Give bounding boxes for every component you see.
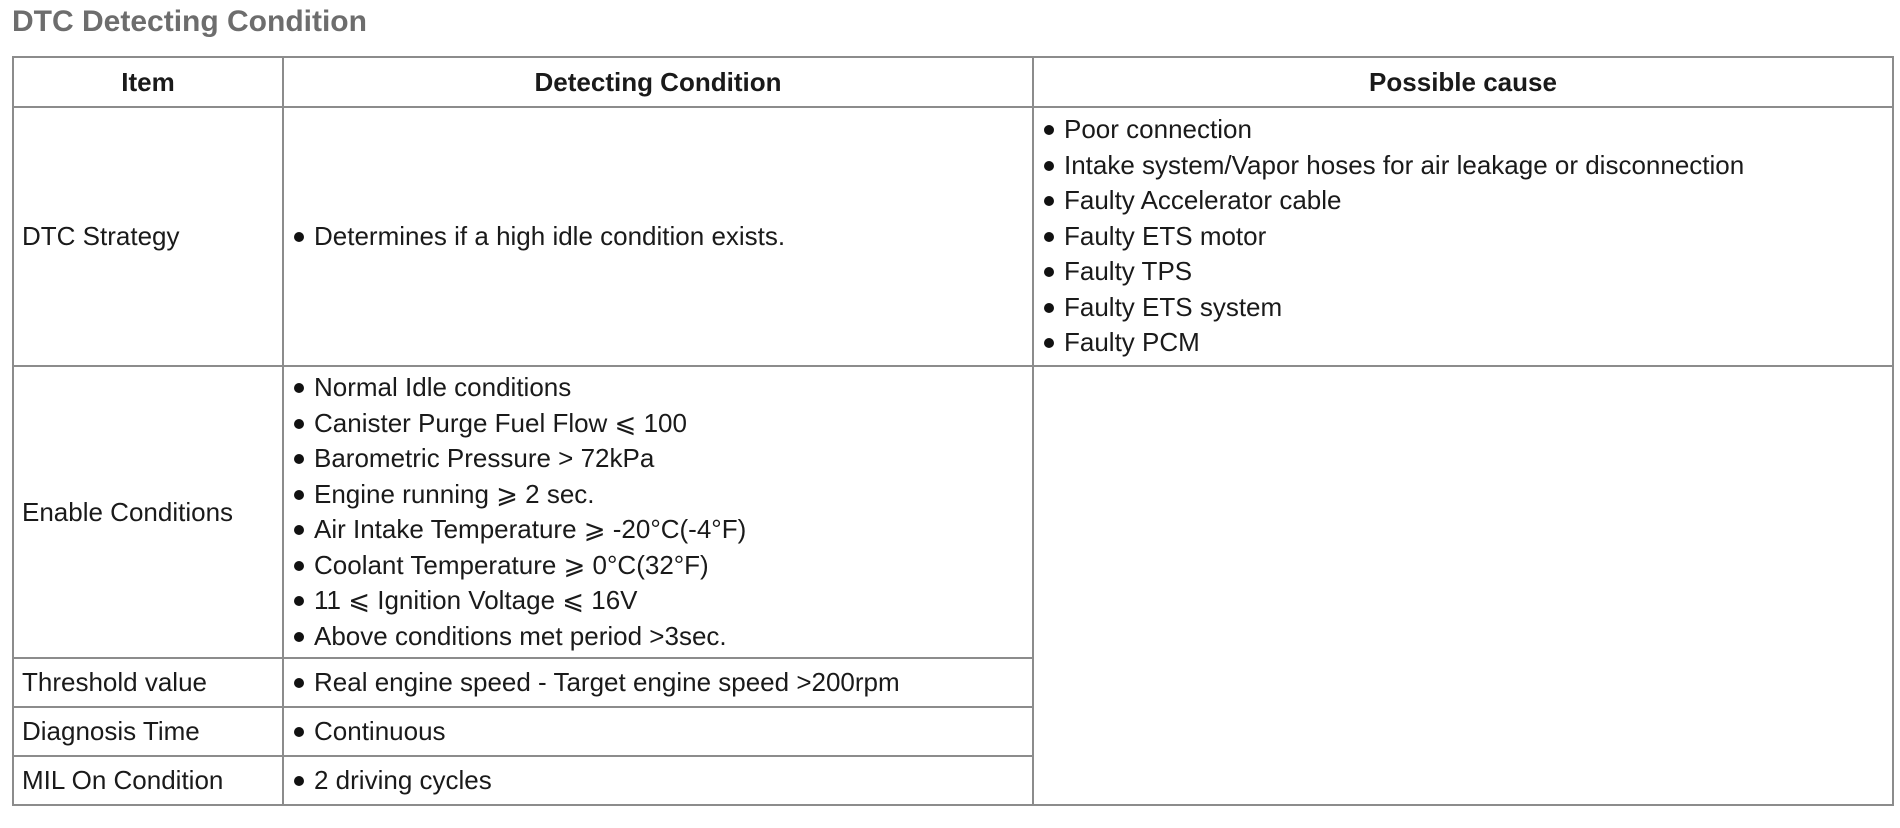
table-row xyxy=(13,366,1893,658)
item-cell: MIL On Condition xyxy=(13,756,283,805)
condition-cell xyxy=(283,756,1033,805)
condition-item: Barometric Pressure > 72kPa xyxy=(292,441,1024,477)
condition-item: Air Intake Temperature ⩾ -20°C(-4°F) xyxy=(292,512,1024,548)
condition-item: Real engine speed - Target engine speed >200rpm xyxy=(292,665,1024,701)
possible-cause-item: Faulty TPS xyxy=(1042,254,1884,290)
condition-list xyxy=(292,665,1024,701)
item-cell: Threshold value xyxy=(13,658,283,707)
condition-item: Coolant Temperature ⩾ 0°C(32°F) xyxy=(292,548,1024,584)
possible-cause-item: Faulty Accelerator cable xyxy=(1042,183,1884,219)
possible-cause-empty-cell xyxy=(1033,366,1893,805)
condition-item: 2 driving cycles xyxy=(292,763,1024,799)
possible-cause-list xyxy=(1042,112,1884,361)
header-detecting-condition: Detecting Condition xyxy=(283,57,1033,107)
condition-item: 11 ⩽ Ignition Voltage ⩽ 16V xyxy=(292,583,1024,619)
condition-list xyxy=(292,219,1024,255)
condition-item: Engine running ⩾ 2 sec. xyxy=(292,477,1024,513)
possible-cause-item: Poor connection xyxy=(1042,112,1884,148)
condition-cell xyxy=(283,707,1033,756)
possible-cause-item: Intake system/Vapor hoses for air leakage or disconnection xyxy=(1042,148,1884,184)
page-title: DTC Detecting Condition xyxy=(12,5,367,38)
condition-item: Canister Purge Fuel Flow ⩽ 100 xyxy=(292,406,1024,442)
possible-cause-cell xyxy=(1033,107,1893,366)
condition-item: Normal Idle conditions xyxy=(292,370,1024,406)
possible-cause-item: Faulty ETS motor xyxy=(1042,219,1884,255)
condition-cell xyxy=(283,366,1033,658)
dtc-table xyxy=(12,56,1894,806)
item-cell: Enable Conditions xyxy=(13,366,283,658)
condition-cell xyxy=(283,658,1033,707)
condition-list xyxy=(292,370,1024,654)
header-item: Item xyxy=(13,57,283,107)
condition-list xyxy=(292,714,1024,750)
possible-cause-item: Faulty PCM xyxy=(1042,325,1884,361)
item-cell: DTC Strategy xyxy=(13,107,283,366)
condition-item: Continuous xyxy=(292,714,1024,750)
table-row xyxy=(13,107,1893,366)
item-cell: Diagnosis Time xyxy=(13,707,283,756)
possible-cause-item: Faulty ETS system xyxy=(1042,290,1884,326)
condition-list xyxy=(292,763,1024,799)
header-possible-cause: Possible cause xyxy=(1033,57,1893,107)
condition-item: Above conditions met period >3sec. xyxy=(292,619,1024,655)
condition-cell xyxy=(283,107,1033,366)
table-header-row xyxy=(13,57,1893,107)
condition-item: Determines if a high idle condition exists. xyxy=(292,219,1024,255)
